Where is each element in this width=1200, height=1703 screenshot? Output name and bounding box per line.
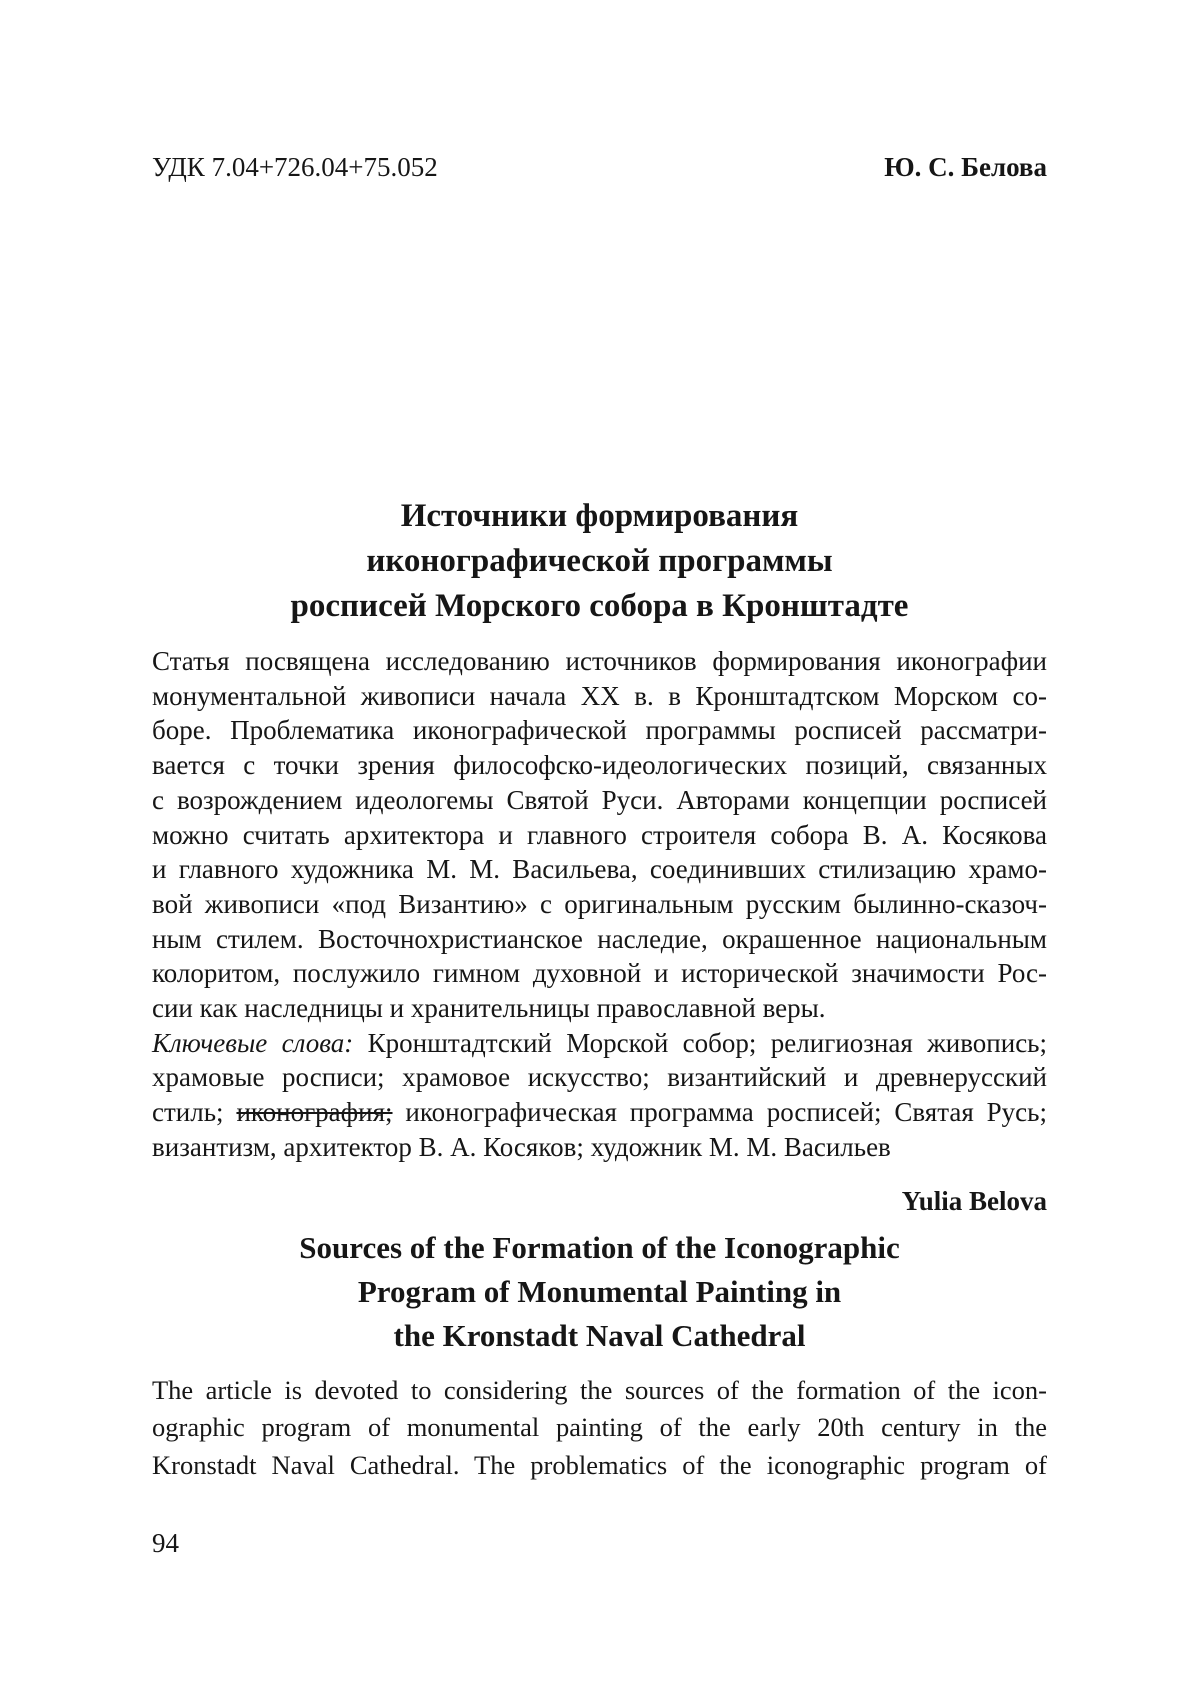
text-segment: вается с точки зрения философско-идеологических позиций, связанных bbox=[152, 750, 1047, 781]
text-line bbox=[152, 679, 1047, 714]
text-line bbox=[152, 852, 1047, 887]
text-segment: Program of Monumental Painting in bbox=[357, 1274, 842, 1309]
text-line bbox=[152, 1130, 1047, 1165]
text-line bbox=[152, 713, 1047, 748]
text-segment: иконографической программы bbox=[366, 543, 833, 579]
text-line bbox=[152, 818, 1047, 853]
text-segment: Источники формирования bbox=[400, 498, 799, 534]
text-segment: с возрождением идеологемы Святой Руси. Авторами концепции росписей bbox=[152, 784, 1047, 815]
text-line bbox=[152, 1026, 1047, 1061]
text-segment: боре. Проблематика иконографической программы росписей рассматри- bbox=[152, 715, 1047, 746]
text-segment: Kronstadt Naval Cathedral. The problematics of the iconographic program of bbox=[152, 1449, 1047, 1480]
text-segment: Кронштадтский Морской собор; религиозная живопись; bbox=[367, 1027, 1047, 1058]
text-segment: ographic program of monumental painting of the early 20th century in the bbox=[152, 1412, 1047, 1443]
text-line bbox=[152, 1060, 1047, 1095]
text-line bbox=[152, 991, 1047, 1026]
text-segment-italic: Ключевые слова: bbox=[152, 1027, 368, 1058]
text-segment: византизм, архитектор В. А. Косяков; художник М. М. Васильев bbox=[152, 1131, 891, 1162]
text-line bbox=[152, 584, 1047, 629]
text-segment: вой живописи «под Византию» с оригинальным русским былинно-сказоч- bbox=[152, 888, 1047, 919]
text-segment: The article is devoted to considering the sources of the formation of the icon- bbox=[152, 1375, 1047, 1405]
russian-title bbox=[152, 494, 1047, 629]
page-number: 94 bbox=[152, 1528, 179, 1558]
author-name-en: Yulia Belova bbox=[901, 1186, 1047, 1216]
text-segment: иконографическая программа росписей; Святая Русь; bbox=[392, 1097, 1047, 1128]
text-segment: росписей Морского собора в Кронштадте bbox=[290, 588, 909, 624]
text-line bbox=[152, 644, 1047, 679]
russian-abstract bbox=[152, 644, 1047, 1165]
text-segment: можно считать архитектора и главного строителя собора В. А. Косякова bbox=[152, 819, 1047, 850]
text-line bbox=[152, 1226, 1047, 1270]
text-line bbox=[152, 539, 1047, 584]
text-line bbox=[152, 748, 1047, 783]
text-line bbox=[152, 887, 1047, 922]
text-segment: храмовые росписи; храмовое искусство; византийский и древнерусский bbox=[152, 1062, 1047, 1093]
text-line bbox=[152, 1409, 1047, 1446]
header-row bbox=[152, 150, 1047, 184]
udc-code: УДК 7.04+726.04+75.052 bbox=[152, 152, 438, 182]
text-segment: сии как наследницы и хранительницы православной веры. bbox=[152, 993, 826, 1024]
text-line bbox=[152, 1372, 1047, 1409]
text-segment: монументальной живописи начала XX в. в Кронштадтском Морском со- bbox=[152, 680, 1047, 711]
text-segment: Sources of the Formation of the Iconographic bbox=[299, 1230, 900, 1265]
text-line bbox=[152, 783, 1047, 818]
text-segment: колоритом, послужило гимном духовной и исторической значимости Рос- bbox=[152, 958, 1047, 989]
text-line bbox=[152, 494, 1047, 539]
text-line bbox=[152, 922, 1047, 957]
text-line bbox=[152, 1314, 1047, 1358]
text-line bbox=[152, 1447, 1047, 1484]
author-name-ru: Ю. С. Белова bbox=[884, 152, 1047, 182]
text-segment: Статья посвящена исследованию источников формирования иконографии bbox=[152, 646, 1047, 676]
english-title bbox=[152, 1226, 1047, 1358]
text-segment: the Kronstadt Naval Cathedral bbox=[393, 1318, 806, 1353]
text-segment: ным стилем. Восточнохристианское наследие, окрашенное национальным bbox=[152, 923, 1047, 954]
text-line bbox=[152, 956, 1047, 991]
text-line bbox=[152, 1095, 1047, 1130]
text-line bbox=[152, 1270, 1047, 1314]
text-segment-strike: иконография; bbox=[236, 1097, 393, 1128]
text-segment: стиль; bbox=[152, 1097, 237, 1128]
english-abstract bbox=[152, 1372, 1047, 1484]
text-segment: и главного художника М. М. Васильева, соединивших стилизацию храмо- bbox=[152, 854, 1047, 885]
